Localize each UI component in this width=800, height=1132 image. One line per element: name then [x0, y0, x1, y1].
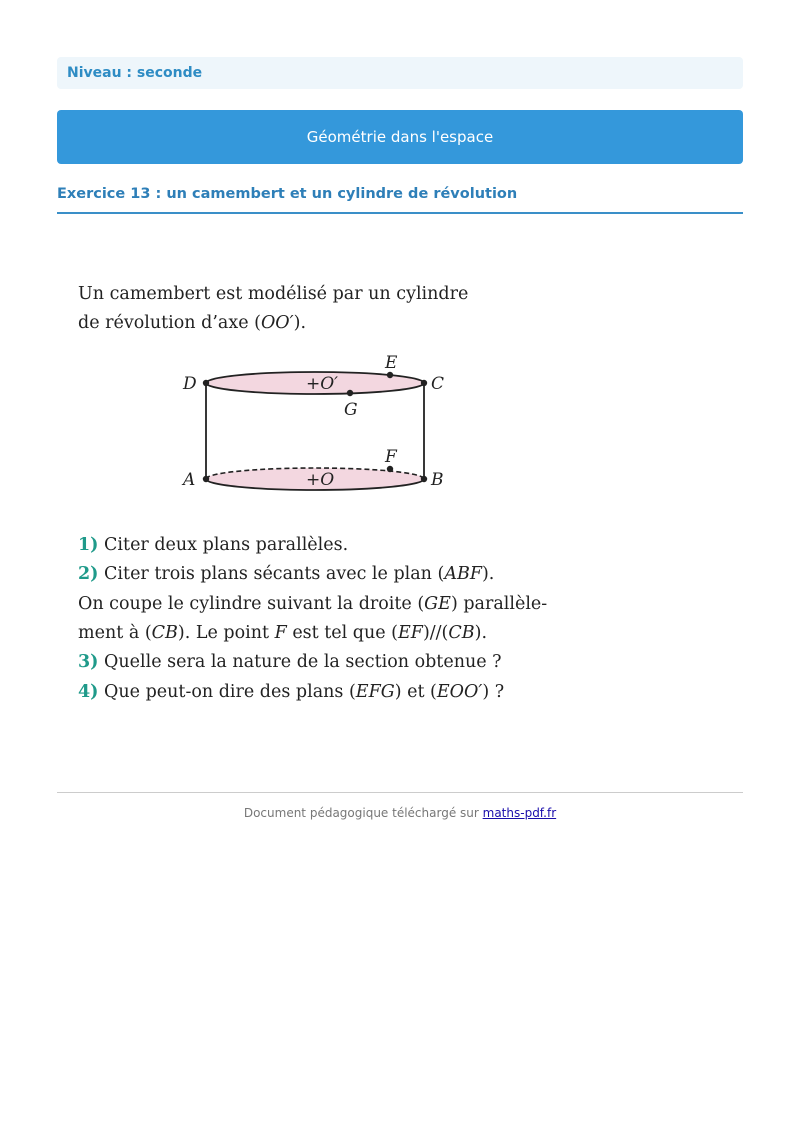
label-D: D: [183, 374, 197, 394]
label-C: C: [431, 374, 445, 394]
point-G: [347, 390, 353, 396]
footer-link[interactable]: maths-pdf.fr: [482, 806, 557, 820]
question-2: 2) Citer trois plans sécants avec le plan (ABF).: [78, 564, 495, 584]
footer: [0, 806, 800, 820]
title-underline: [57, 212, 743, 214]
cylinder-figure: [170, 345, 460, 505]
label-F: F: [385, 447, 397, 467]
cut-line-2: ment à (CB). Le point F est tel que (EF)//(CB).: [78, 623, 488, 643]
point-C: [421, 380, 427, 386]
label-G: G: [344, 400, 358, 420]
exercise-title: Exercice 13 : un camembert et un cylindre de révolution: [57, 186, 518, 202]
footer-divider: [57, 792, 743, 793]
label-A: A: [183, 470, 196, 490]
cut-line-1: On coupe le cylindre suivant la droite (GE) parallèle-: [78, 594, 548, 614]
footer-text: Document pédagogique téléchargé sur: [243, 806, 483, 820]
label-O-prime: +O′: [306, 374, 339, 394]
label-O: +O: [306, 470, 335, 490]
label-B: B: [431, 470, 444, 490]
point-D: [203, 380, 209, 386]
label-E: E: [385, 353, 398, 373]
question-4: 4) Que peut-on dire des plans (EFG) et (EOO′) ?: [78, 682, 505, 702]
intro-line-2: de révolution d’axe (OO′).: [78, 313, 307, 333]
level-label: Niveau : seconde: [57, 57, 743, 89]
chapter-banner: Géométrie dans l'espace: [57, 110, 743, 164]
intro-line-1: Un camembert est modélisé par un cylindre: [78, 284, 469, 304]
point-B: [421, 476, 427, 482]
point-A: [203, 476, 209, 482]
question-3: 3) Quelle sera la nature de la section obtenue ?: [78, 652, 502, 672]
question-1: 1) Citer deux plans parallèles.: [78, 535, 349, 555]
